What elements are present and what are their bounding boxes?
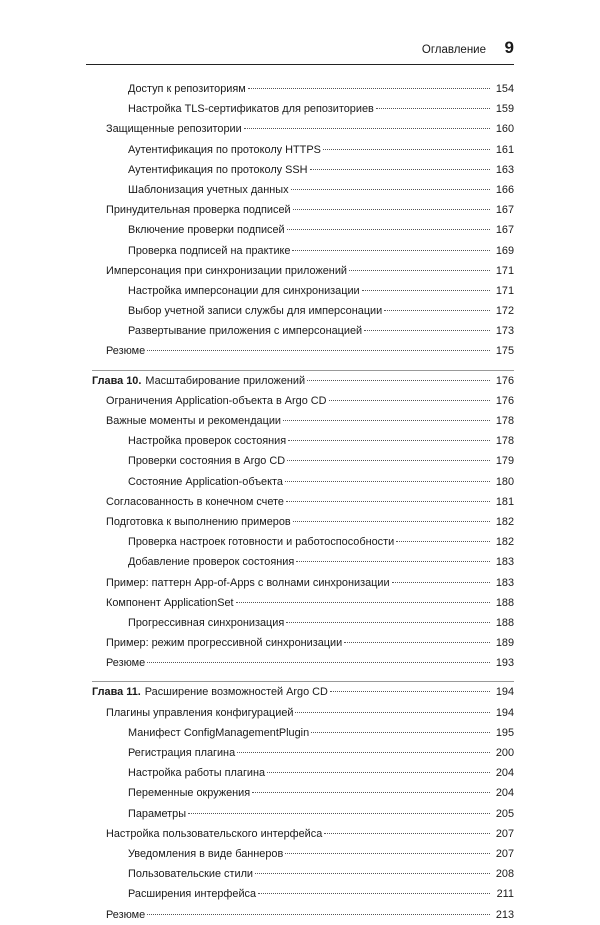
toc-subsection-entry[interactable] [92, 743, 514, 763]
entry-page-number: 205 [495, 807, 514, 820]
dot-leader [287, 229, 490, 230]
dot-leader [364, 330, 490, 331]
entry-title: Подготовка к выполнению примеров [106, 515, 291, 528]
dot-leader [147, 662, 490, 663]
entry-page-number: 208 [495, 868, 514, 881]
entry-title: Состояние Application-объекта [128, 475, 283, 488]
dot-leader [311, 732, 490, 733]
dot-leader [349, 270, 490, 271]
dot-leader [295, 712, 490, 713]
entry-page-number: 176 [495, 394, 514, 407]
entry-title: Аутентификация по протоколу HTTPS [128, 143, 321, 156]
dot-leader [293, 521, 490, 522]
dot-leader [252, 792, 490, 793]
entry-title: Расширения интерфейса [128, 888, 257, 901]
toc-subsection-entry[interactable] [92, 804, 514, 824]
entry-page-number: 159 [495, 103, 514, 116]
chapter-title [92, 682, 328, 702]
entry-page-number: 167 [495, 204, 514, 217]
entry-title: Параметры [128, 807, 187, 820]
entry-page-number: 207 [495, 847, 514, 860]
entry-page-number: 172 [495, 305, 514, 318]
chapter-label: Глава 11. [92, 686, 141, 699]
entry-page-number: 154 [495, 83, 514, 95]
toc-subsection-entry[interactable] [92, 532, 514, 552]
page-number: 9 [504, 38, 514, 57]
entry-title: Уведомления в виде баннеров [128, 847, 284, 860]
toc-section-entry[interactable] [92, 653, 514, 673]
entry-title: Прогрессивная синхронизация [128, 616, 285, 629]
entry-page-number: 161 [495, 143, 514, 156]
toc-section-entry[interactable] [92, 119, 514, 139]
toc-section-entry[interactable] [92, 512, 514, 532]
toc-section-entry[interactable] [92, 633, 514, 653]
toc-chapter-entry[interactable] [92, 371, 514, 391]
entry-title: Настройка пользовательского интерфейса [106, 827, 323, 840]
entry-title: Настройка TLS-сертификатов для репозиториев [128, 103, 374, 116]
chapter-separator [92, 362, 514, 370]
dot-leader [237, 752, 490, 753]
entry-page-number: 163 [495, 163, 514, 176]
dot-leader [310, 169, 490, 170]
dot-leader [392, 582, 490, 583]
dot-leader [258, 893, 490, 894]
entry-page-number: 176 [495, 374, 514, 387]
entry-page-number: 171 [495, 264, 514, 277]
entry-page-number: 171 [495, 284, 514, 297]
dot-leader [344, 642, 490, 643]
toc-subsection-entry[interactable] [92, 321, 514, 341]
entry-page-number: 182 [495, 515, 514, 528]
toc-section-entry[interactable] [92, 824, 514, 844]
entry-title: Развертывание приложения с имперсонацией [128, 325, 363, 338]
toc-chapter-entry[interactable] [92, 682, 514, 702]
entry-title: Резюме [106, 908, 146, 921]
entry-page-number: 160 [495, 123, 514, 136]
dot-leader [330, 691, 490, 692]
entry-title: Резюме [106, 345, 146, 358]
dot-leader [255, 873, 490, 874]
table-of-contents [92, 79, 514, 925]
entry-title: Ограничения Application-объекта в Argo CD [106, 394, 327, 407]
entry-page-number: 195 [495, 726, 514, 739]
entry-title: Шаблонизация учетных данных [128, 183, 289, 196]
entry-page-number: 200 [495, 747, 514, 759]
dot-leader [283, 420, 490, 421]
entry-page-number: 189 [495, 637, 514, 650]
dot-leader [286, 622, 490, 623]
entry-title: Резюме [106, 657, 146, 670]
toc-subsection-entry[interactable] [92, 552, 514, 572]
toc-subsection-entry[interactable] [92, 723, 514, 743]
toc-subsection-entry[interactable] [92, 472, 514, 492]
dot-leader [384, 310, 490, 311]
entry-title: Регистрация плагина [128, 747, 236, 759]
dot-leader [288, 440, 490, 441]
chapter-name: Расширение возможностей Argo CD [144, 686, 328, 699]
entry-title: Добавление проверок состояния [128, 556, 295, 569]
entry-page-number: 180 [495, 475, 514, 488]
entry-page-number: 211 [496, 888, 514, 901]
dot-leader [362, 290, 490, 291]
chapter-title [92, 371, 305, 391]
toc-subsection-entry[interactable] [92, 431, 514, 451]
toc-subsection-entry[interactable] [92, 160, 514, 180]
entry-page-number: 204 [495, 787, 514, 800]
toc-section-entry[interactable] [92, 703, 514, 723]
entry-page-number: 166 [495, 183, 514, 196]
entry-title: Переменные окружения [128, 787, 251, 800]
entry-title: Защищенные репозитории [106, 123, 242, 136]
dot-leader [147, 914, 490, 915]
toc-subsection-entry[interactable] [92, 220, 514, 240]
toc-section-entry[interactable] [92, 261, 514, 281]
entry-title: Проверки состояния в Argo CD [128, 455, 286, 468]
toc-subsection-entry[interactable] [92, 763, 514, 783]
entry-title: Настройка работы плагина [128, 767, 266, 780]
entry-page-number: 188 [495, 616, 514, 629]
running-header-title: Оглавление [421, 44, 486, 56]
entry-title: Манифест ConfigManagementPlugin [128, 726, 310, 739]
toc-subsection-entry[interactable] [92, 180, 514, 200]
toc-section-entry[interactable] [92, 341, 514, 361]
entry-page-number: 188 [495, 596, 514, 609]
toc-subsection-entry[interactable] [92, 783, 514, 803]
dot-leader [287, 460, 490, 461]
entry-title: Проверка настроек готовности и работоспособности [128, 536, 395, 549]
toc-section-entry[interactable] [92, 593, 514, 613]
toc-subsection-entry[interactable] [92, 844, 514, 864]
entry-title: Выбор учетной записи службы для имперсонации [128, 305, 383, 318]
header-rule [86, 64, 514, 65]
chapter-separator [92, 673, 514, 681]
entry-title: Пример: паттерн App-of-Apps с волнами синхронизации [106, 576, 390, 589]
dot-leader [324, 833, 490, 834]
entry-title: Пользовательские стили [128, 868, 254, 881]
toc-section-entry[interactable] [92, 492, 514, 512]
dot-leader [396, 541, 490, 542]
entry-page-number: 213 [495, 908, 514, 921]
entry-title: Принудительная проверка подписей [106, 204, 291, 217]
toc-section-entry[interactable] [92, 391, 514, 411]
entry-title: Настройка имперсонации для синхронизации [128, 284, 360, 297]
toc-subsection-entry[interactable] [92, 613, 514, 633]
entry-page-number: 181 [495, 495, 514, 508]
entry-page-number: 178 [495, 435, 514, 448]
dot-leader [188, 813, 490, 814]
toc-subsection-entry[interactable] [92, 140, 514, 160]
entry-title: Важные моменты и рекомендации [106, 415, 282, 427]
toc-subsection-entry[interactable] [92, 79, 514, 99]
dot-leader [292, 250, 490, 251]
entry-page-number: 173 [495, 325, 514, 338]
dot-leader [307, 380, 490, 381]
dot-leader [293, 209, 490, 210]
dot-leader [291, 189, 490, 190]
toc-section-entry[interactable] [92, 200, 514, 220]
entry-title: Плагины управления конфигурацией [106, 706, 294, 719]
entry-page-number: 178 [495, 415, 514, 427]
dot-leader [286, 501, 490, 502]
dot-leader [296, 561, 490, 562]
entry-title: Компонент ApplicationSet [106, 596, 234, 609]
toc-section-entry[interactable] [92, 573, 514, 593]
chapter-label: Глава 10. [92, 374, 142, 387]
entry-page-number: 167 [495, 224, 514, 237]
toc-subsection-entry[interactable] [92, 281, 514, 301]
toc-subsection-entry[interactable] [92, 99, 514, 119]
toc-subsection-entry[interactable] [92, 864, 514, 884]
dot-leader [236, 602, 490, 603]
toc-subsection-entry[interactable] [92, 451, 514, 471]
entry-title: Аутентификация по протоколу SSH [128, 163, 308, 176]
entry-title: Согласованность в конечном счете [106, 495, 284, 508]
entry-title: Пример: режим прогрессивной синхронизации [106, 637, 343, 650]
entry-page-number: 194 [495, 706, 514, 719]
dot-leader [376, 108, 490, 109]
toc-section-entry[interactable] [92, 411, 514, 431]
entry-page-number: 207 [495, 827, 514, 840]
dot-leader [323, 149, 490, 150]
entry-title: Проверка подписей на практике [128, 244, 291, 257]
entry-page-number: 183 [495, 556, 514, 569]
toc-subsection-entry[interactable] [92, 301, 514, 321]
entry-title: Настройка проверок состояния [128, 435, 287, 448]
entry-page-number: 179 [495, 455, 514, 468]
chapter-name: Масштабирование приложений [145, 374, 306, 387]
entry-page-number: 204 [495, 767, 514, 780]
dot-leader [147, 350, 490, 351]
dot-leader [329, 400, 490, 401]
dot-leader [267, 772, 490, 773]
entry-page-number: 194 [495, 686, 514, 699]
toc-subsection-entry[interactable] [92, 884, 514, 904]
entry-title: Включение проверки подписей [128, 224, 285, 237]
entry-page-number: 175 [495, 345, 514, 358]
dot-leader [248, 88, 490, 89]
running-header [86, 38, 514, 62]
dot-leader [285, 481, 490, 482]
toc-subsection-entry[interactable] [92, 241, 514, 261]
entry-page-number: 193 [495, 657, 514, 670]
dot-leader [285, 853, 490, 854]
entry-page-number: 183 [495, 576, 514, 589]
entry-page-number: 182 [495, 536, 514, 549]
entry-title: Доступ к репозиториям [128, 83, 246, 95]
toc-section-entry[interactable] [92, 905, 514, 925]
dot-leader [244, 128, 490, 129]
entry-title: Имперсонация при синхронизации приложений [106, 264, 347, 277]
entry-page-number: 169 [495, 244, 514, 257]
